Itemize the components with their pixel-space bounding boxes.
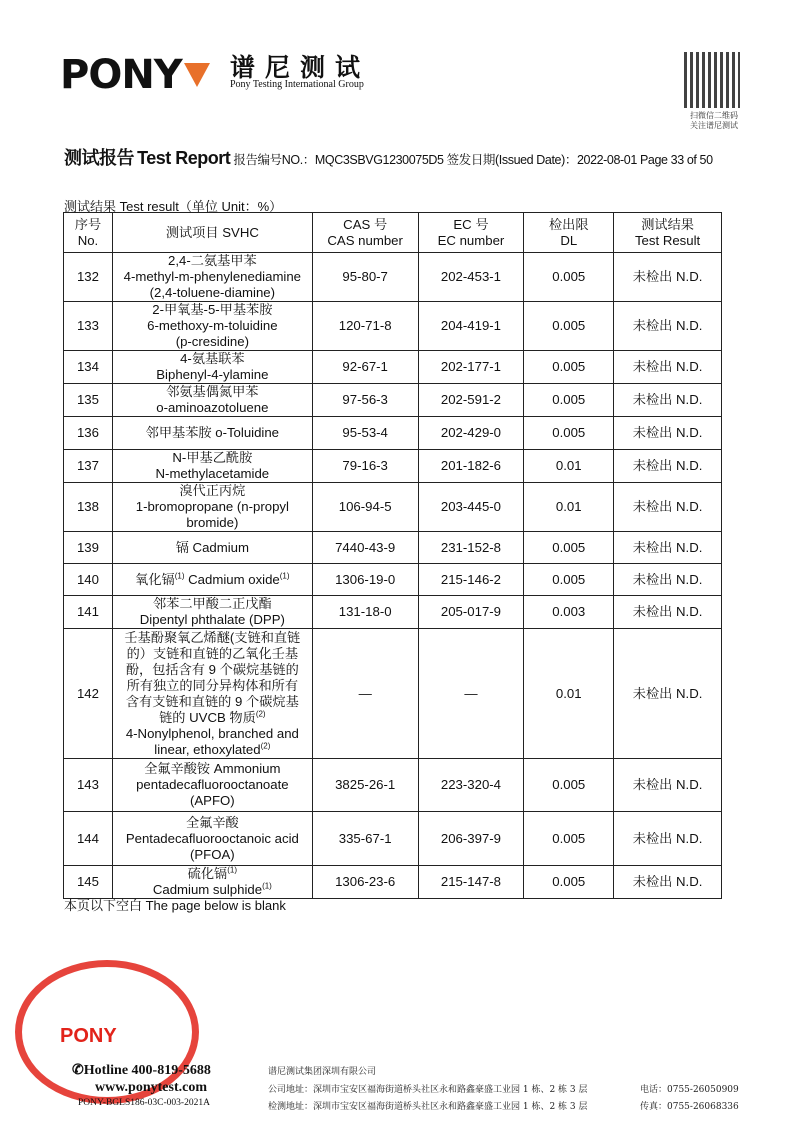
name-line bbox=[116, 334, 309, 350]
table-row bbox=[64, 483, 722, 532]
name-text: (APFO) bbox=[189, 793, 235, 808]
row-number: 134 bbox=[64, 351, 113, 384]
header-line: EC 号 bbox=[453, 216, 489, 232]
ec-number: — bbox=[418, 629, 524, 759]
detection-limit: 0.005 bbox=[524, 351, 614, 384]
name-line bbox=[116, 515, 309, 531]
test-result: 未检出 N.D. bbox=[614, 302, 722, 351]
ec-number: 205-017-9 bbox=[418, 596, 524, 629]
qr-caption: 扫微信二维码 关注谱尼测试 bbox=[690, 111, 738, 130]
name-text: 4-Nonylphenol, branched and bbox=[125, 725, 299, 741]
name-line bbox=[116, 866, 309, 882]
fax: 传真：0755-26068336 bbox=[640, 1102, 739, 1112]
header-line: No. bbox=[77, 232, 99, 248]
test-result: 未检出 N.D. bbox=[614, 450, 722, 483]
name-text: Pentadecafluorooctanoic acid bbox=[125, 830, 299, 846]
cas-number: 131-18-0 bbox=[312, 596, 418, 629]
table-row bbox=[64, 302, 722, 351]
name-text: 邻甲基苯胺 o-Toluidine bbox=[145, 425, 280, 440]
qr-code-icon bbox=[684, 52, 740, 108]
ec-number: 215-146-2 bbox=[418, 564, 524, 596]
detection-limit: 0.005 bbox=[524, 866, 614, 899]
row-number: 139 bbox=[64, 532, 113, 564]
ec-number: 206-397-9 bbox=[418, 812, 524, 866]
substance-name bbox=[112, 866, 312, 899]
name-line bbox=[116, 694, 309, 710]
column-header bbox=[64, 213, 113, 253]
name-line bbox=[116, 499, 309, 515]
name-text: 4-methyl-m-phenylenediamine bbox=[123, 269, 302, 284]
name-text: 4-氨基联苯 bbox=[180, 351, 245, 366]
name-text: 所有独立的同分异构体和所有 bbox=[126, 677, 299, 693]
report-info: 报告编号NO.：MQC3SBVG1230075D5 签发日期(Issued Date)：2022-08-01 Page 33 of 50 bbox=[233, 153, 713, 167]
name-line bbox=[116, 662, 309, 678]
name-text: Cadmium oxide bbox=[184, 571, 280, 587]
table-row bbox=[64, 866, 722, 899]
name-text: Dipentyl phthalate (DPP) bbox=[139, 612, 285, 627]
header-line: CAS number bbox=[327, 232, 403, 248]
substance-name bbox=[112, 253, 312, 302]
table-row bbox=[64, 564, 722, 596]
substance-name bbox=[112, 417, 312, 450]
ec-number: 202-177-1 bbox=[418, 351, 524, 384]
name-text: 溴代正丙烷 bbox=[179, 483, 246, 498]
table-row bbox=[64, 384, 722, 417]
name-line bbox=[116, 847, 309, 863]
name-text: (p-cresidine) bbox=[175, 334, 249, 349]
row-number: 144 bbox=[64, 812, 113, 866]
name-text: pentadecafluorooctanoate bbox=[136, 777, 289, 792]
row-number: 133 bbox=[64, 302, 113, 351]
test-result: 未检出 N.D. bbox=[614, 866, 722, 899]
name-line bbox=[116, 646, 309, 662]
detection-limit: 0.005 bbox=[524, 384, 614, 417]
row-number: 132 bbox=[64, 253, 113, 302]
name-line bbox=[116, 761, 309, 777]
substance-name bbox=[112, 351, 312, 384]
row-number: 136 bbox=[64, 417, 113, 450]
name-line bbox=[116, 466, 309, 482]
name-line bbox=[116, 384, 309, 400]
test-result: 未检出 N.D. bbox=[614, 417, 722, 450]
name-line bbox=[116, 815, 309, 831]
section-label: 测试结果 Test result（单位 Unit：%） bbox=[64, 199, 283, 214]
name-text: N-甲基乙酰胺 bbox=[172, 450, 253, 465]
cas-number: 1306-23-6 bbox=[312, 866, 418, 899]
column-header bbox=[418, 213, 524, 253]
detection-limit: 0.005 bbox=[524, 532, 614, 564]
detection-limit: 0.005 bbox=[524, 253, 614, 302]
test-address: 检测地址：深圳市宝安区福海街道桥头社区永和路鑫豪盛工业园 1 栋、2 栋 3 层 bbox=[268, 1102, 588, 1112]
phone: 电话：0755-26050909 bbox=[640, 1085, 739, 1095]
name-text: 酚，包括含有 9 个碳烷基链的 bbox=[125, 661, 299, 677]
detection-limit: 0.01 bbox=[524, 483, 614, 532]
substance-name bbox=[112, 384, 312, 417]
name-line bbox=[116, 450, 309, 466]
header-line: 检出限 bbox=[548, 216, 589, 232]
table-row bbox=[64, 596, 722, 629]
footnote-ref: (1) bbox=[262, 881, 272, 891]
header-line: DL bbox=[560, 232, 578, 248]
column-header bbox=[312, 213, 418, 253]
ec-number: 215-147-8 bbox=[418, 866, 524, 899]
logo-triangle-icon bbox=[184, 63, 210, 87]
pony-logo bbox=[60, 52, 210, 98]
footnote-ref: (1) bbox=[279, 571, 290, 581]
name-text: Cadmium sulphide bbox=[152, 882, 263, 897]
cas-number: — bbox=[312, 629, 418, 759]
test-result: 未检出 N.D. bbox=[614, 532, 722, 564]
name-text: N-methylacetamide bbox=[155, 466, 270, 481]
substance-name bbox=[112, 302, 312, 351]
header-line: CAS 号 bbox=[343, 216, 388, 232]
cas-number: 97-56-3 bbox=[312, 384, 418, 417]
name-text: bromide) bbox=[186, 515, 239, 530]
name-line bbox=[116, 572, 309, 588]
cas-number: 95-80-7 bbox=[312, 253, 418, 302]
name-line bbox=[116, 726, 309, 742]
row-number: 137 bbox=[64, 450, 113, 483]
footnote-ref: (1) bbox=[227, 865, 238, 875]
column-header bbox=[112, 213, 312, 253]
row-number: 143 bbox=[64, 759, 113, 812]
footnote-ref: (2) bbox=[255, 709, 266, 719]
name-line bbox=[116, 831, 309, 847]
name-line bbox=[116, 367, 309, 383]
name-text: 链的 UVCB 物质 bbox=[159, 709, 256, 725]
seal-logo: PONY bbox=[60, 1025, 117, 1047]
name-text: 6-methoxy-m-toluidine bbox=[147, 318, 278, 333]
test-result: 未检出 N.D. bbox=[614, 564, 722, 596]
name-line bbox=[116, 351, 309, 367]
table-header-row bbox=[64, 213, 722, 253]
cas-number: 79-16-3 bbox=[312, 450, 418, 483]
ec-number: 202-429-0 bbox=[418, 417, 524, 450]
name-text: 全氟辛酸铵 Ammonium bbox=[144, 761, 281, 776]
cas-number: 1306-19-0 bbox=[312, 564, 418, 596]
detection-limit: 0.005 bbox=[524, 812, 614, 866]
column-header bbox=[614, 213, 722, 253]
header-line: 测试项目 SVHC bbox=[165, 224, 259, 240]
test-result: 未检出 N.D. bbox=[614, 351, 722, 384]
name-line bbox=[116, 540, 309, 556]
detection-limit: 0.003 bbox=[524, 596, 614, 629]
table-row bbox=[64, 759, 722, 812]
name-line bbox=[116, 793, 309, 809]
cas-number: 335-67-1 bbox=[312, 812, 418, 866]
name-text: 1-bromopropane (n-propyl bbox=[135, 499, 289, 514]
name-line bbox=[116, 596, 309, 612]
website-link[interactable]: www.ponytest.com bbox=[95, 1080, 207, 1095]
test-result: 未检出 N.D. bbox=[614, 812, 722, 866]
substance-name bbox=[112, 629, 312, 759]
row-number: 142 bbox=[64, 629, 113, 759]
header-line: EC number bbox=[437, 232, 505, 248]
name-text: 邻氨基偶氮甲苯 bbox=[166, 384, 259, 399]
table-row bbox=[64, 812, 722, 866]
results-table bbox=[63, 212, 722, 899]
header-line: 测试结果 bbox=[641, 216, 694, 232]
name-line bbox=[116, 400, 309, 416]
ec-number: 223-320-4 bbox=[418, 759, 524, 812]
detection-limit: 0.005 bbox=[524, 302, 614, 351]
cas-number: 92-67-1 bbox=[312, 351, 418, 384]
ec-number: 201-182-6 bbox=[418, 450, 524, 483]
name-line bbox=[116, 253, 309, 269]
name-text: (2,4-toluene-diamine) bbox=[149, 285, 276, 300]
name-text: 邻苯二甲酸二正戊酯 bbox=[153, 596, 272, 611]
name-line bbox=[116, 630, 309, 646]
footnote-ref: (2) bbox=[260, 741, 271, 751]
cas-number: 106-94-5 bbox=[312, 483, 418, 532]
substance-name bbox=[112, 759, 312, 812]
substance-name bbox=[112, 483, 312, 532]
row-number: 135 bbox=[64, 384, 113, 417]
header-line: 序号 bbox=[74, 216, 102, 232]
logo-wordmark: PONY bbox=[60, 52, 182, 98]
detection-limit: 0.01 bbox=[524, 629, 614, 759]
name-text: 全氟辛酸 bbox=[185, 814, 239, 830]
substance-name bbox=[112, 532, 312, 564]
test-result: 未检出 N.D. bbox=[614, 483, 722, 532]
detection-limit: 0.01 bbox=[524, 450, 614, 483]
ec-number: 204-419-1 bbox=[418, 302, 524, 351]
ec-number: 203-445-0 bbox=[418, 483, 524, 532]
header-line: Test Result bbox=[634, 232, 701, 248]
report-title: 测试报告 Test Report 报告编号NO.：MQC3SBVG1230075D5 签发日期(Issued Date)：2022-08-01 Page 33 of 50 bbox=[64, 148, 713, 168]
name-line bbox=[116, 483, 309, 499]
cas-number: 120-71-8 bbox=[312, 302, 418, 351]
table-row bbox=[64, 532, 722, 564]
row-number: 145 bbox=[64, 866, 113, 899]
substance-name bbox=[112, 450, 312, 483]
ec-number: 202-453-1 bbox=[418, 253, 524, 302]
name-line bbox=[116, 710, 309, 726]
name-text: Biphenyl-4-ylamine bbox=[156, 367, 269, 382]
name-line bbox=[116, 285, 309, 301]
row-number: 141 bbox=[64, 596, 113, 629]
name-line bbox=[116, 318, 309, 334]
name-text: o-aminoazotoluene bbox=[156, 400, 269, 415]
table-row bbox=[64, 351, 722, 384]
name-text: 2-甲氧基-5-甲基苯胺 bbox=[152, 302, 273, 317]
column-header bbox=[524, 213, 614, 253]
company-name-cn: 谱尼测试 bbox=[230, 53, 371, 82]
blank-note: 本页以下空白 The page below is blank bbox=[64, 898, 286, 913]
table-row bbox=[64, 417, 722, 450]
test-result: 未检出 N.D. bbox=[614, 759, 722, 812]
name-line bbox=[116, 302, 309, 318]
row-number: 140 bbox=[64, 564, 113, 596]
name-line bbox=[116, 269, 309, 285]
name-text: 硫化镉 bbox=[187, 866, 228, 881]
substance-name bbox=[112, 812, 312, 866]
substance-name bbox=[112, 564, 312, 596]
name-text: 的）支链和直链的乙氧化壬基 bbox=[126, 645, 299, 661]
name-text: (PFOA) bbox=[189, 846, 235, 862]
detection-limit: 0.005 bbox=[524, 417, 614, 450]
cas-number: 3825-26-1 bbox=[312, 759, 418, 812]
ec-number: 231-152-8 bbox=[418, 532, 524, 564]
row-number: 138 bbox=[64, 483, 113, 532]
table-row bbox=[64, 450, 722, 483]
form-code: PONY-BGLS186-03C-003-2021A bbox=[78, 1098, 210, 1108]
name-line bbox=[116, 742, 309, 758]
name-line bbox=[116, 777, 309, 793]
cas-number: 7440-43-9 bbox=[312, 532, 418, 564]
hotline: ✆Hotline 400-819-5688 bbox=[72, 1063, 211, 1078]
table-row bbox=[64, 253, 722, 302]
test-result: 未检出 N.D. bbox=[614, 253, 722, 302]
company-name-en: Pony Testing International Group bbox=[230, 79, 364, 90]
name-text: 氧化镉 bbox=[135, 571, 175, 587]
test-result: 未检出 N.D. bbox=[614, 384, 722, 417]
name-line bbox=[116, 612, 309, 628]
test-result: 未检出 N.D. bbox=[614, 629, 722, 759]
name-text: 镉 Cadmium bbox=[175, 539, 249, 555]
detection-limit: 0.005 bbox=[524, 759, 614, 812]
name-line bbox=[116, 678, 309, 694]
company-address: 公司地址：深圳市宝安区福海街道桥头社区永和路鑫豪盛工业园 1 栋、2 栋 3 层 bbox=[268, 1085, 588, 1095]
substance-name bbox=[112, 596, 312, 629]
name-line bbox=[116, 425, 309, 441]
ec-number: 202-591-2 bbox=[418, 384, 524, 417]
name-text: 壬基酚聚氧乙烯醚(支链和直链 bbox=[124, 629, 301, 645]
test-result: 未检出 N.D. bbox=[614, 596, 722, 629]
footer-company: 谱尼测试集团深圳有限公司 bbox=[268, 1067, 377, 1077]
cas-number: 95-53-4 bbox=[312, 417, 418, 450]
table-row bbox=[64, 629, 722, 759]
footnote-ref: (1) bbox=[174, 571, 185, 581]
name-text: 2,4-二氨基甲苯 bbox=[168, 253, 257, 268]
name-text: 含有支链和直链的 9 个碳烷基 bbox=[125, 693, 299, 709]
detection-limit: 0.005 bbox=[524, 564, 614, 596]
name-text: linear, ethoxylated bbox=[154, 741, 261, 757]
